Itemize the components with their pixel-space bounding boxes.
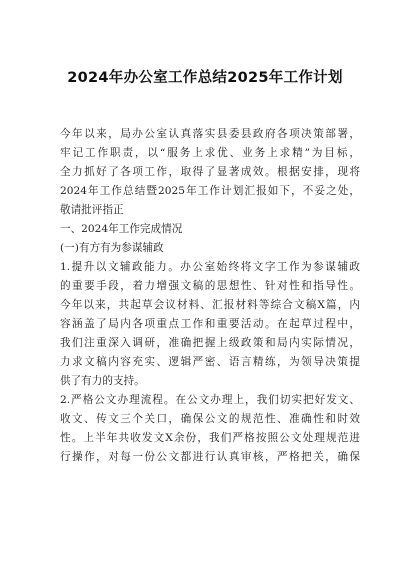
text-line: 今年以来，共起草会议材料、汇报材料等综合文稿X篇，内: [60, 299, 360, 311]
text-line: 收文、传文三个关口，确保公文的规范性、准确性和时效: [60, 413, 360, 425]
text-line: 全力抓好了各项工作，取得了显著成效。根据安排，现将: [60, 166, 360, 178]
subsection-heading: [60, 239, 360, 258]
text-line: 1.提升以文辅政能力。办公室始终将文字工作为参谋辅政: [60, 261, 360, 273]
document-title: 2024年办公室工作总结2025年工作计划: [67, 70, 343, 86]
text-line: 一、2024年工作完成情况: [60, 223, 183, 235]
item-1-paragraph: [60, 258, 360, 391]
text-line: 性。上半年共收发文X余份，我们严格按照公文处理规范进: [60, 432, 360, 444]
text-line: 容涵盖了局内各项重点工作和重要活动。在起草过程中，: [60, 318, 360, 330]
item-2-paragraph: [60, 391, 360, 467]
text-line: 敬请批评指正: [60, 204, 124, 216]
text-line: 的重要手段，着力增强文稿的思想性、针对性和指导性。: [60, 280, 360, 292]
text-line: 行操作，对每一份公文都进行认真审核，严格把关，确保: [60, 451, 360, 463]
text-line: 2.严格公文办理流程。在公文办理上，我们切实把好发文、: [60, 394, 360, 406]
text-line: 力求文稿内容充实、逻辑严密、语言精练，为领导决策提: [60, 356, 360, 368]
text-line: 2024年工作总结暨2025年工作计划汇报如下，不妥之处，: [60, 185, 360, 197]
text-line: 牢记工作职责，以“服务上求优、业务上求精”为目标，: [60, 147, 360, 159]
document-body: [60, 125, 360, 467]
text-line: 我们注重深入调研，准确把握上级政策和局内实际情况，: [60, 337, 360, 349]
text-line: (一)有方有为参谋辅政: [60, 242, 164, 254]
text-line: 供了有力的支持。: [60, 375, 145, 387]
intro-paragraph: [60, 125, 360, 220]
section-heading: [60, 220, 360, 239]
text-line: 今年以来，局办公室认真落实县委县政府各项决策部署，: [60, 128, 360, 140]
